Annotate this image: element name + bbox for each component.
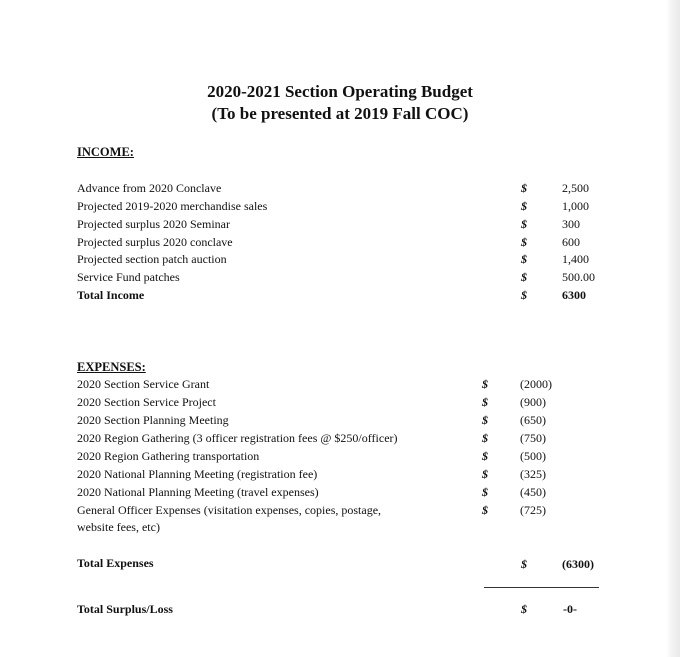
expense-item-label: 2020 Region Gathering transportation	[77, 449, 260, 463]
expense-item-amount: (500)	[520, 449, 546, 463]
income-item-label: Advance from 2020 Conclave	[77, 181, 222, 195]
currency-symbol: $	[482, 377, 488, 391]
currency-symbol: $	[521, 288, 527, 302]
expense-item-amount: (450)	[520, 485, 546, 499]
income-item-amount: 2,500	[562, 181, 589, 195]
income-item-amount: 500.00	[562, 270, 595, 284]
expense-item-amount: (900)	[520, 395, 546, 409]
currency-symbol: $	[521, 252, 527, 266]
currency-symbol: $	[482, 467, 488, 481]
expense-item-amount: (750)	[520, 431, 546, 445]
total-expenses-label: Total Expenses	[77, 556, 154, 570]
expense-item-label-continued: website fees, etc)	[77, 520, 160, 534]
currency-symbol: $	[521, 557, 527, 571]
income-item-amount: 1,400	[562, 252, 589, 266]
expense-item-label: 2020 National Planning Meeting (registration fee)	[77, 467, 318, 481]
income-heading: INCOME:	[77, 145, 134, 159]
total-surplus-loss-label: Total Surplus/Loss	[77, 602, 173, 616]
income-item-label: Projected surplus 2020 conclave	[77, 235, 233, 249]
expense-item-amount: (325)	[520, 467, 546, 481]
total-income-label: Total Income	[77, 288, 145, 302]
expense-item-label: 2020 National Planning Meeting (travel expenses)	[77, 485, 319, 499]
expense-item-amount: (650)	[520, 413, 546, 427]
expense-item-amount: (725)	[520, 503, 546, 517]
expense-item-label: 2020 Section Service Project	[77, 395, 216, 409]
document-title: 2020-2021 Section Operating Budget	[207, 82, 473, 101]
currency-symbol: $	[521, 602, 527, 616]
income-item-label: Projected section patch auction	[77, 252, 227, 266]
currency-symbol: $	[521, 235, 527, 249]
total-income-amount: 6300	[562, 288, 586, 302]
income-item-label: Projected surplus 2020 Seminar	[77, 217, 230, 231]
total-surplus-loss-amount: -0-	[563, 602, 577, 616]
expense-item-amount: (2000)	[520, 377, 552, 391]
currency-symbol: $	[521, 270, 527, 284]
expenses-heading: EXPENSES:	[77, 360, 146, 374]
income-item-amount: 1,000	[562, 199, 589, 213]
currency-symbol: $	[521, 217, 527, 231]
total-divider	[484, 587, 599, 588]
currency-symbol: $	[521, 181, 527, 195]
expense-item-label: 2020 Region Gathering (3 officer registration fees @ $250/officer)	[77, 431, 398, 445]
currency-symbol: $	[482, 395, 488, 409]
income-item-amount: 300	[562, 217, 580, 231]
currency-symbol: $	[521, 199, 527, 213]
document-subtitle: (To be presented at 2019 Fall COC)	[211, 104, 469, 123]
expense-item-label: 2020 Section Planning Meeting	[77, 413, 229, 427]
total-expenses-amount: (6300)	[562, 557, 594, 571]
currency-symbol: $	[482, 503, 488, 517]
expense-item-label: 2020 Section Service Grant	[77, 377, 210, 391]
income-item-amount: 600	[562, 235, 580, 249]
currency-symbol: $	[482, 431, 488, 445]
income-item-label: Service Fund patches	[77, 270, 180, 284]
currency-symbol: $	[482, 449, 488, 463]
currency-symbol: $	[482, 413, 488, 427]
currency-symbol: $	[482, 485, 488, 499]
income-item-label: Projected 2019-2020 merchandise sales	[77, 199, 268, 213]
expense-item-label: General Officer Expenses (visitation expenses, copies, postage,	[77, 503, 382, 517]
